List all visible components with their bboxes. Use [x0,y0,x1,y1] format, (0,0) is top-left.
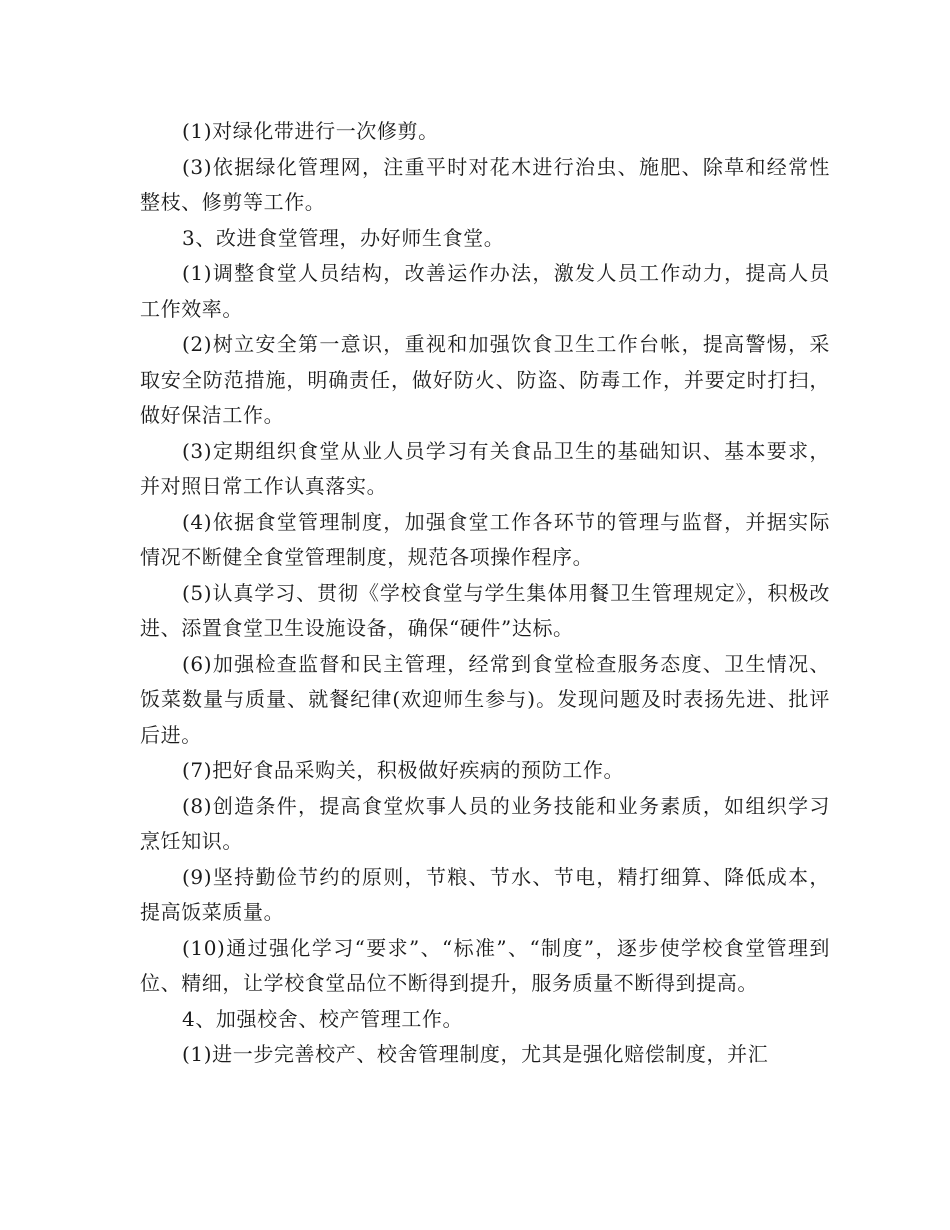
paragraph-canteen-thrift: (9)坚持勤俭节约的原则，节粮、节水、节电，精打细算、降低成本，提高饭菜质量。 [140,864,830,924]
paragraph-greenbelt-trim: (1)对绿化带进行一次修剪。 [182,119,439,143]
paragraph-canteen-training: (3)定期组织食堂从业人员学习有关食品卫生的基础知识、基本要求，并对照日常工作认真落实。 [140,438,830,498]
paragraph-canteen-rules: (4)依据食堂管理制度，加强食堂工作各环节的管理与监督，并据实际情况不断健全食堂管理制度，规范各项操作程序。 [140,509,830,569]
section-heading-canteen: 3、改进食堂管理，办好师生食堂。 [182,225,505,250]
paragraph-canteen-safety: (2)树立安全第一意识，重视和加强饮食卫生工作台帐，提高警惕，采取安全防范措施，明确责任，做好防火、防盗、防毒工作，并要定时打扫，做好保洁工作。 [140,332,830,427]
section-heading-school-property: 4、加强校舍、校产管理工作。 [182,1006,464,1031]
paragraph-canteen-purchasing: (7)把好食品采购关，积极做好疾病的预防工作。 [182,758,625,782]
paragraph-property-rules: (1)进一步完善校产、校舍管理制度，尤其是强化赔偿制度，并汇 [182,1042,769,1066]
paragraph-greenbelt-maintenance: (3)依据绿化管理网，注重平时对花木进行治虫、施肥、除草和经常性整枝、修剪等工作。 [140,154,830,214]
paragraph-canteen-inspection: (6)加强检查监督和民主管理，经常到食堂检查服务态度、卫生情况、饭菜数量与质量、就餐纪律(欢迎师生参与)。发现问题及时表扬先进、批评后进。 [140,651,830,747]
document-body [140,114,830,1073]
paragraph-canteen-skills: (8)创造条件，提高食堂炊事人员的业务技能和业务素质，如组织学习烹饪知识。 [140,793,830,853]
paragraph-canteen-regulations: (5)认真学习、贯彻《学校食堂与学生集体用餐卫生管理规定》，积极改进、添置食堂卫生设施设备，确保“硬件”达标。 [140,580,830,640]
paragraph-canteen-staff: (1)调整食堂人员结构，改善运作办法，激发人员工作动力，提高人员工作效率。 [140,261,830,321]
paragraph-canteen-quality: (10)通过强化学习“要求”、“标准”、“制度”，逐步使学校食堂管理到位、精细，让学校食堂品位不断得到提升，服务质量不断得到提高。 [140,935,830,995]
